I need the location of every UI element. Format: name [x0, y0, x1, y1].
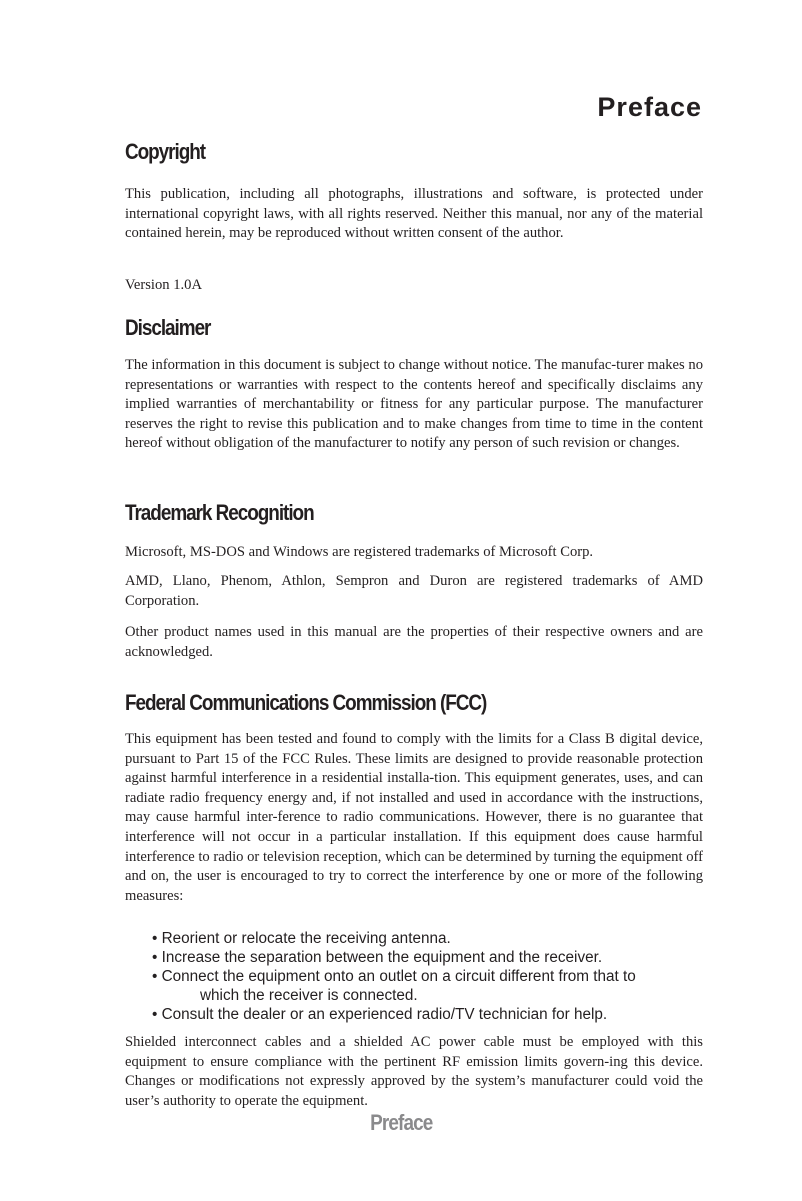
fcc-measure-item: • Consult the dealer or an experienced radio/TV technician for help. — [152, 1006, 608, 1023]
disclaimer-heading: Disclaimer — [125, 315, 211, 340]
copyright-paragraph: This publication, including all photographs, illustrations and software, is protected under international copyright laws, with all rights reserved. Neither this manual, nor any of the material contained herein, may be reproduced without written consent of the author. — [125, 186, 703, 242]
trademark-paragraph-microsoft: Microsoft, MS-DOS and Windows are registered trademarks of Microsoft Corp. — [125, 544, 594, 560]
fcc-measure-item-continuation: which the receiver is connected. — [200, 987, 418, 1004]
version-text: Version 1.0A — [125, 277, 203, 293]
disclaimer-paragraph: The information in this document is subject to change without notice. The manufac-turer makes no representations or warranties with respect to the contents hereof and specifically disclaims any implied warranties of merchantability or fitness for any particular purpose. The manufacturer reserves the right to revise this publication and to make changes from time to time in the content hereof without obligation of the manufacturer to notify any person of such revision or changes. — [125, 357, 703, 452]
trademark-heading: Trademark Recognition — [125, 500, 314, 525]
copyright-heading: Copyright — [125, 139, 206, 164]
fcc-paragraph: This equipment has been tested and found to comply with the limits for a Class B digital device, pursuant to Part 15 of the FCC Rules. These limits are designed to provide reasonable protection against harmful interference in a residential installa-tion. This equipment generates, uses, and can radiate radio frequency energy and, if not installed and used in accordance with the instructions, may cause harmful inter-ference to radio communications. However, there is no guarantee that interference will not occur in a particular installation. If this equipment does cause harmful interference to radio or television reception, which can be determined by turning the equipment off and on, the user is encouraged to try to correct the interference by one or more of the following measures: — [125, 731, 703, 904]
trademark-paragraph-other: Other product names used in this manual are the properties of their respective owners and are acknowledged. — [125, 624, 703, 660]
page-title: Preface — [597, 92, 702, 122]
fcc-measure-item: • Connect the equipment onto an outlet on a circuit different from that to — [152, 968, 636, 985]
fcc-measures-list — [152, 929, 712, 1024]
trademark-paragraph-amd: AMD, Llano, Phenom, Athlon, Sempron and Duron are registered trademarks of AMD Corporation. — [125, 573, 703, 609]
fcc-measure-item: • Reorient or relocate the receiving antenna. — [152, 930, 451, 947]
footer-label: Preface — [369, 1110, 433, 1135]
page-footer — [0, 1110, 802, 1136]
fcc-shielding-paragraph: Shielded interconnect cables and a shielded AC power cable must be employed with this equipment to ensure compliance with the pertinent RF emission limits govern-ing this device. Changes or modifications not expressly approved by the system’s manufacturer could void the user’s authority to operate the equipment. — [125, 1034, 703, 1109]
fcc-heading: Federal Communications Commission (FCC) — [125, 690, 487, 715]
fcc-measure-item: • Increase the separation between the equipment and the receiver. — [152, 949, 603, 966]
